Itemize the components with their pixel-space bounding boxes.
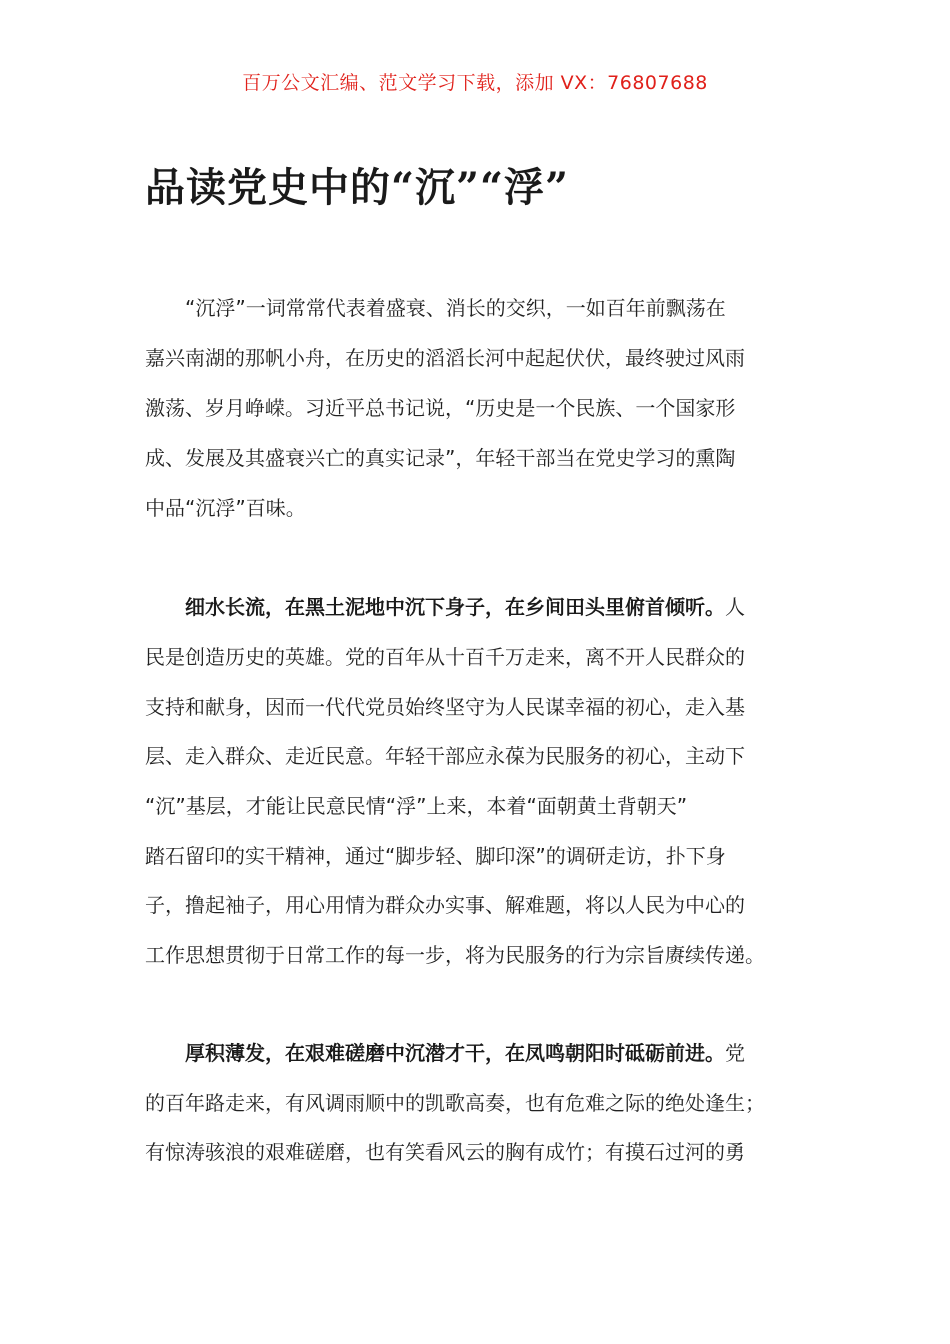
paragraph-3-first-line (185, 1038, 805, 1068)
paragraph-3-first-text: 党 (725, 1041, 745, 1065)
paragraph-1-line: 激荡、岁月峥嵘。习近平总书记说，“历史是一个民族、一个国家形 (145, 396, 736, 420)
paragraph-2-heading: 细水长流，在黑土泥地中沉下身子，在乡间田头里俯首倾听。 (185, 595, 725, 619)
paragraph-2-first-text: 人 (725, 595, 745, 619)
header-watermark-note: 百万公文汇编、范文学习下载，添加 VX：76807688 (242, 72, 708, 94)
paragraph-2-line: 民是创造历史的英雄。党的百年从十百千万走来，离不开人民群众的 (145, 645, 745, 669)
paragraph-1-line: 中品“沉浮”百味。 (145, 496, 306, 520)
paragraph-2-line: 层、走入群众、走近民意。年轻干部应永葆为民服务的初心，主动下 (145, 744, 745, 768)
document-title: 品读党史中的“沉”“浮” (145, 164, 570, 211)
paragraph-2-line: 踏石留印的实干精神，通过“脚步轻、脚印深”的调研走访，扑下身 (145, 844, 726, 868)
paragraph-3-heading: 厚积薄发，在艰难磋磨中沉潜才干，在凤鸣朝阳时砥砺前进。 (185, 1041, 725, 1065)
paragraph-1-line: “沉浮”一词常常代表着盛衰、消长的交织，一如百年前飘荡在 (185, 296, 726, 320)
paragraph-2-line: “沉”基层，才能让民意民情“浮”上来，本着“面朝黄土背朝天” (145, 794, 688, 818)
paragraph-2-line: 工作思想贯彻于日常工作的每一步，将为民服务的行为宗旨赓续传递。 (145, 943, 765, 967)
paragraph-2-line: 支持和献身，因而一代代党员始终坚守为人民谋幸福的初心，走入基 (145, 695, 745, 719)
paragraph-3-line: 的百年路走来，有风调雨顺中的凯歌高奏，也有危难之际的绝处逢生； (145, 1091, 765, 1115)
paragraph-1-line: 成、发展及其盛衰兴亡的真实记录”，年轻干部当在党史学习的熏陶 (145, 446, 736, 470)
paragraph-3-line: 有惊涛骇浪的艰难磋磨，也有笑看风云的胸有成竹；有摸石过河的勇 (145, 1140, 745, 1164)
paragraph-2-line: 子，撸起袖子，用心用情为群众办实事、解难题，将以人民为中心的 (145, 893, 745, 917)
paragraph-2-first-line (185, 592, 805, 622)
paragraph-1-line: 嘉兴南湖的那帆小舟，在历史的滔滔长河中起起伏伏，最终驶过风雨 (145, 346, 745, 370)
